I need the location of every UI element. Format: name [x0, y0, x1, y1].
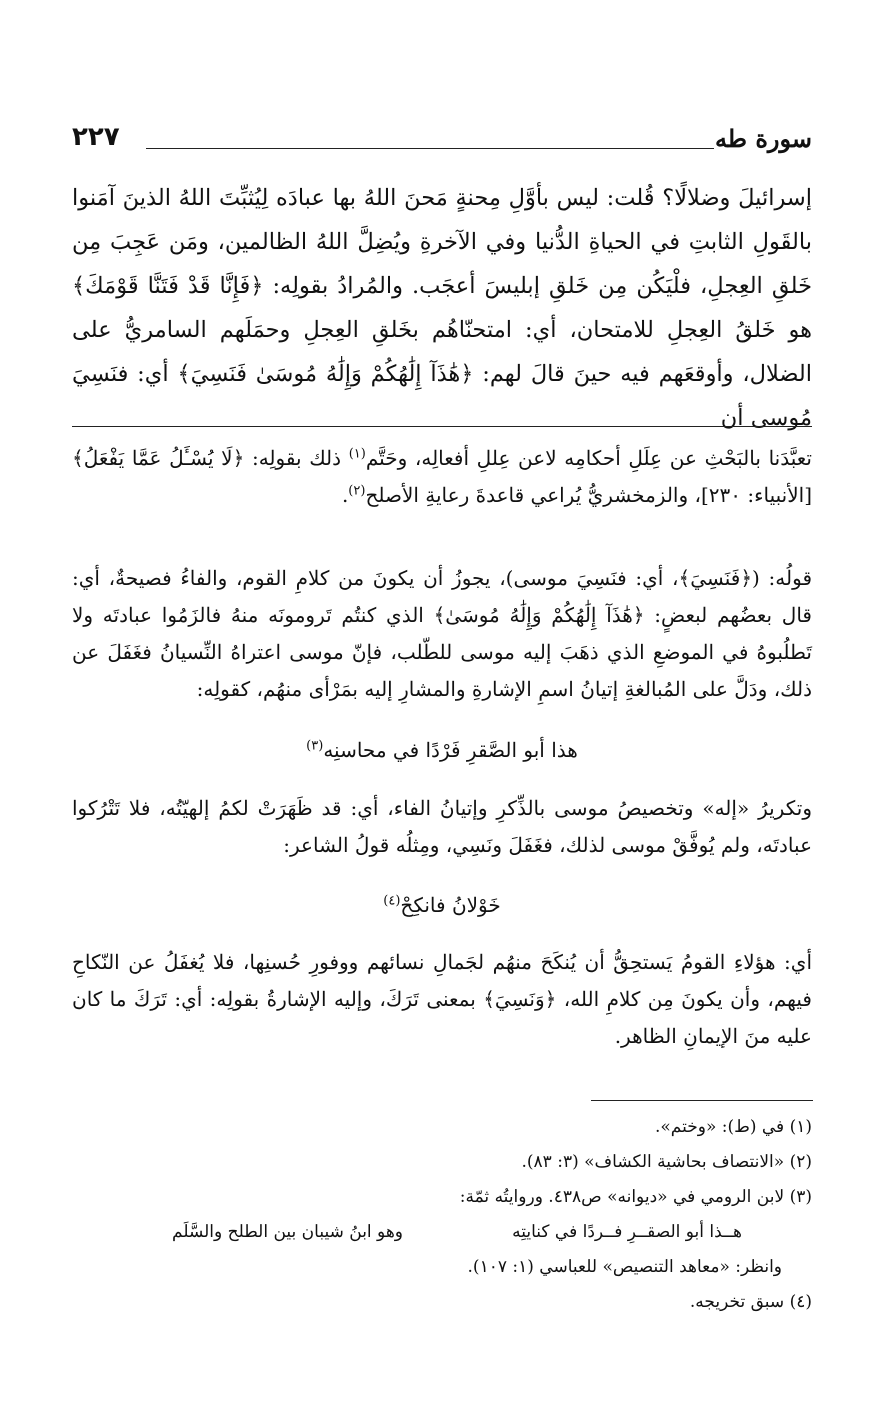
footnote-rule — [591, 1100, 813, 1101]
footnote-4: (٤) سبق تخريجه. — [689, 1292, 812, 1312]
poetry-verse-2 — [72, 893, 812, 917]
commentary-text: . — [341, 483, 349, 507]
footnote-2: (٢) «الانتصاف بحاشية الكشاف» (٣: ٨٣). — [521, 1152, 812, 1172]
page-number: ٢٢٧ — [72, 122, 120, 152]
poem-hemistich-right: هــذا أبو الصقــرِ فــردًا في كنايتِه — [512, 1222, 742, 1242]
poem-hemistich-left: وهو ابنُ شيبان بين الطلح والسَّلَم — [172, 1222, 404, 1242]
footnote-ref: (٢) — [348, 483, 366, 499]
footnote-ref: (٣) — [306, 738, 324, 754]
footnote-3: (٣) لابن الرومي في «ديوانه» ص٤٣٨. وروايتُه ثمّة: — [459, 1187, 812, 1207]
page-header — [72, 118, 812, 158]
commentary-paragraph-4: أي: هؤلاءِ القومُ يَستحِقُّ أن يُنكَحَ منهُم لجَمالِ نسائهم ووفورِ حُسنِها، فلا يُغفَلُ عن النّكاحِ فيهم، وأن يكونَ مِن كلامِ الله، ﴿وَنَسِيَ﴾ بمعنى تَرَكَ، وإليه الإشارةُ بقولِه: أي: تَرَكَ ما كان عليه منَ الإيمانِ الظاهر. — [72, 950, 813, 1048]
commentary-paragraph-3: وتكريرُ «إله» وتخصيصُ موسى بالذِّكرِ وإتيانُ الفاء، أي: قد ظَهَرَتْ لكمُ إلهيّتُه، فلا تَتْرُكوا عبادتَه، ولم يُوفَّقْ موسى لذلك، فغَفَلَ ونَسِي، ومِثلُه قولُ الشاعر: — [72, 796, 812, 857]
main-text: إسرائيلَ وضلالًا؟ قُلت: ليس بأوَّلِ مِحنةٍ مَحنَ اللهُ بها عبادَه لِيُثبِّتَ اللهُ الذينَ آمَنوا بالقَولِ الثابتِ في الحياةِ الدُّنيا وفي الآخرةِ ويُضِلَّ اللهُ الظالمين، ومَن عَجِبَ مِن خَلقِ العِجلِ، فلْيَكُن مِن خَلقِ إبليسَ أعجَب. والمُرادُ بقولِه: ﴿فَإِنَّا قَدْ فَتَنَّا قَوْمَكَ﴾ هو خَلقُ العِجلِ للامتحان، أي: امتحنّاهُم بخَلقِ العِجلِ وحمَلَهم السامريُّ على الضلال، وأوقعَهم فيه حينَ قالَ لهم: ﴿هَٰذَآ إِلَٰهُكُمْ وَإِلَٰهُ مُوسَىٰ فَنَسِيَ﴾ أي: فنَسِيَ مُوسى أن — [72, 185, 812, 431]
verse-text: خَوْلانُ فانكِحْ — [400, 893, 501, 917]
footnote-1: (١) في (ط): «وختم». — [654, 1117, 812, 1137]
footnote-3-reference: وانظر: «معاهد التنصيص» للعباسي (١: ١٠٧). — [467, 1257, 782, 1277]
poetry-verse-1 — [72, 738, 812, 762]
footnote-3-poem — [72, 1215, 812, 1250]
header-rule — [146, 148, 714, 149]
footnote-ref: (٤) — [383, 893, 401, 909]
commentary-text: تعبَّدَنا بالبَحْثِ عن عِلَلِ أحكامِه لاعن عِللِ أفعالِه، وحَتَّم — [365, 446, 812, 470]
footnotes — [72, 1110, 812, 1320]
surah-title: سورة طه — [715, 124, 812, 153]
verse-text: هذا أبو الصَّقرِ فَرْدًا في محاسنِه — [323, 738, 578, 762]
section-separator — [72, 426, 812, 427]
commentary-text: ذلك بقولِه: ﴿لَا يُسْـَٔلُ عَمَّا يَفْعَلُ﴾ [الأنبياء: ٢٣٠]، والزمخشريُّ يُراعي قاعدةَ رعايةِ الأصلح — [72, 446, 812, 507]
commentary-paragraph-1 — [72, 440, 812, 514]
footnote-ref: (١) — [348, 446, 366, 462]
commentary-paragraph-2: قولُه: (﴿فَنَسِيَ﴾، أي: فنَسِيَ موسى)، يجوزُ أن يكونَ من كلامِ القوم، والفاءُ فصيحةٌ، أي: قال بعضُهم لبعضٍ: ﴿هَٰذَآ إِلَٰهُكُمْ وَإِلَٰهُ مُوسَىٰ﴾ الذي كنتُم تَرومونَه منهُ فالزَمُوا عبادتَه ولا تَطلُبوهُ في الموضعِ الذي ذهَبَ إليه موسى للطّلب، فإنّ موسى اعتراهُ النِّسيانُ فغَفَلَ عن ذلك، ودَلَّ على المُبالغةِ إتيانُ اسمِ الإشارةِ والمشارِ إليه بمَرْأى منهُم، كقولِه: — [72, 566, 813, 701]
